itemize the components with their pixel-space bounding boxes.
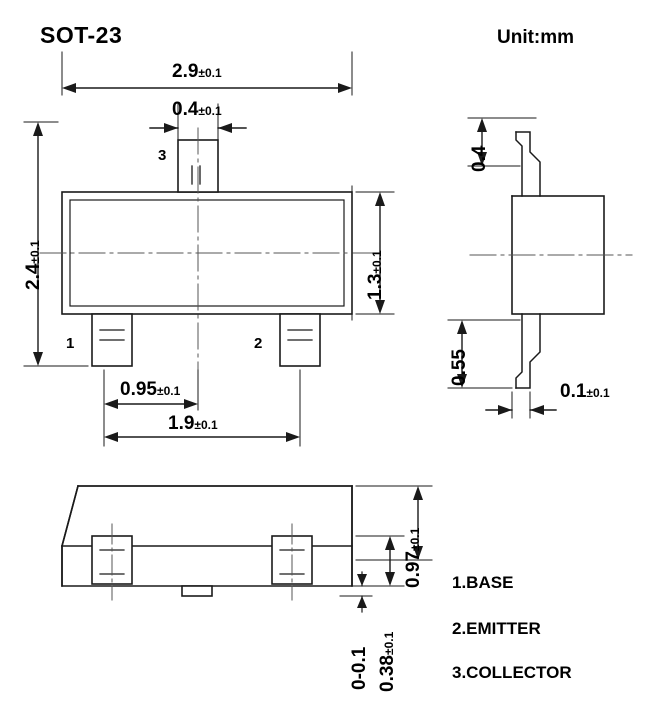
pin-number-3: 3	[158, 147, 167, 164]
dim-body-height: 1.3±0.1	[365, 250, 386, 300]
front-view-center-tab	[182, 586, 212, 596]
dim-side-stand-top: 0.4	[469, 145, 490, 172]
dim-side-lead-span: 0.55	[449, 349, 470, 386]
legend-item-emitter: 2.EMITTER	[452, 619, 541, 638]
dim-pitch-half: 0.95±0.1	[120, 379, 181, 400]
dim-front-body-height: 0.97±0.1	[403, 527, 424, 588]
page-title: SOT-23	[40, 22, 123, 48]
dim-pitch-full: 1.9±0.1	[168, 413, 218, 434]
side-view-lead-top	[516, 132, 540, 196]
dim-front-stand-off: 0-0.1	[349, 646, 370, 690]
dim-total-width: 2.9±0.1	[172, 61, 222, 82]
legend-item-base: 1.BASE	[452, 573, 514, 592]
dim-front-lead-foot: 0.38±0.1	[377, 631, 398, 692]
pin-number-2: 2	[254, 335, 263, 352]
dim-side-lead-thickness: 0.1±0.1	[560, 381, 610, 402]
dim-lead-width: 0.4±0.1	[172, 99, 222, 120]
side-view-lead-bottom	[516, 314, 540, 388]
unit-label: Unit:mm	[497, 27, 575, 48]
legend-item-collector: 3.COLLECTOR	[452, 663, 572, 682]
dim-total-height: 2.4±0.1	[23, 240, 44, 290]
pin-number-1: 1	[66, 335, 75, 352]
